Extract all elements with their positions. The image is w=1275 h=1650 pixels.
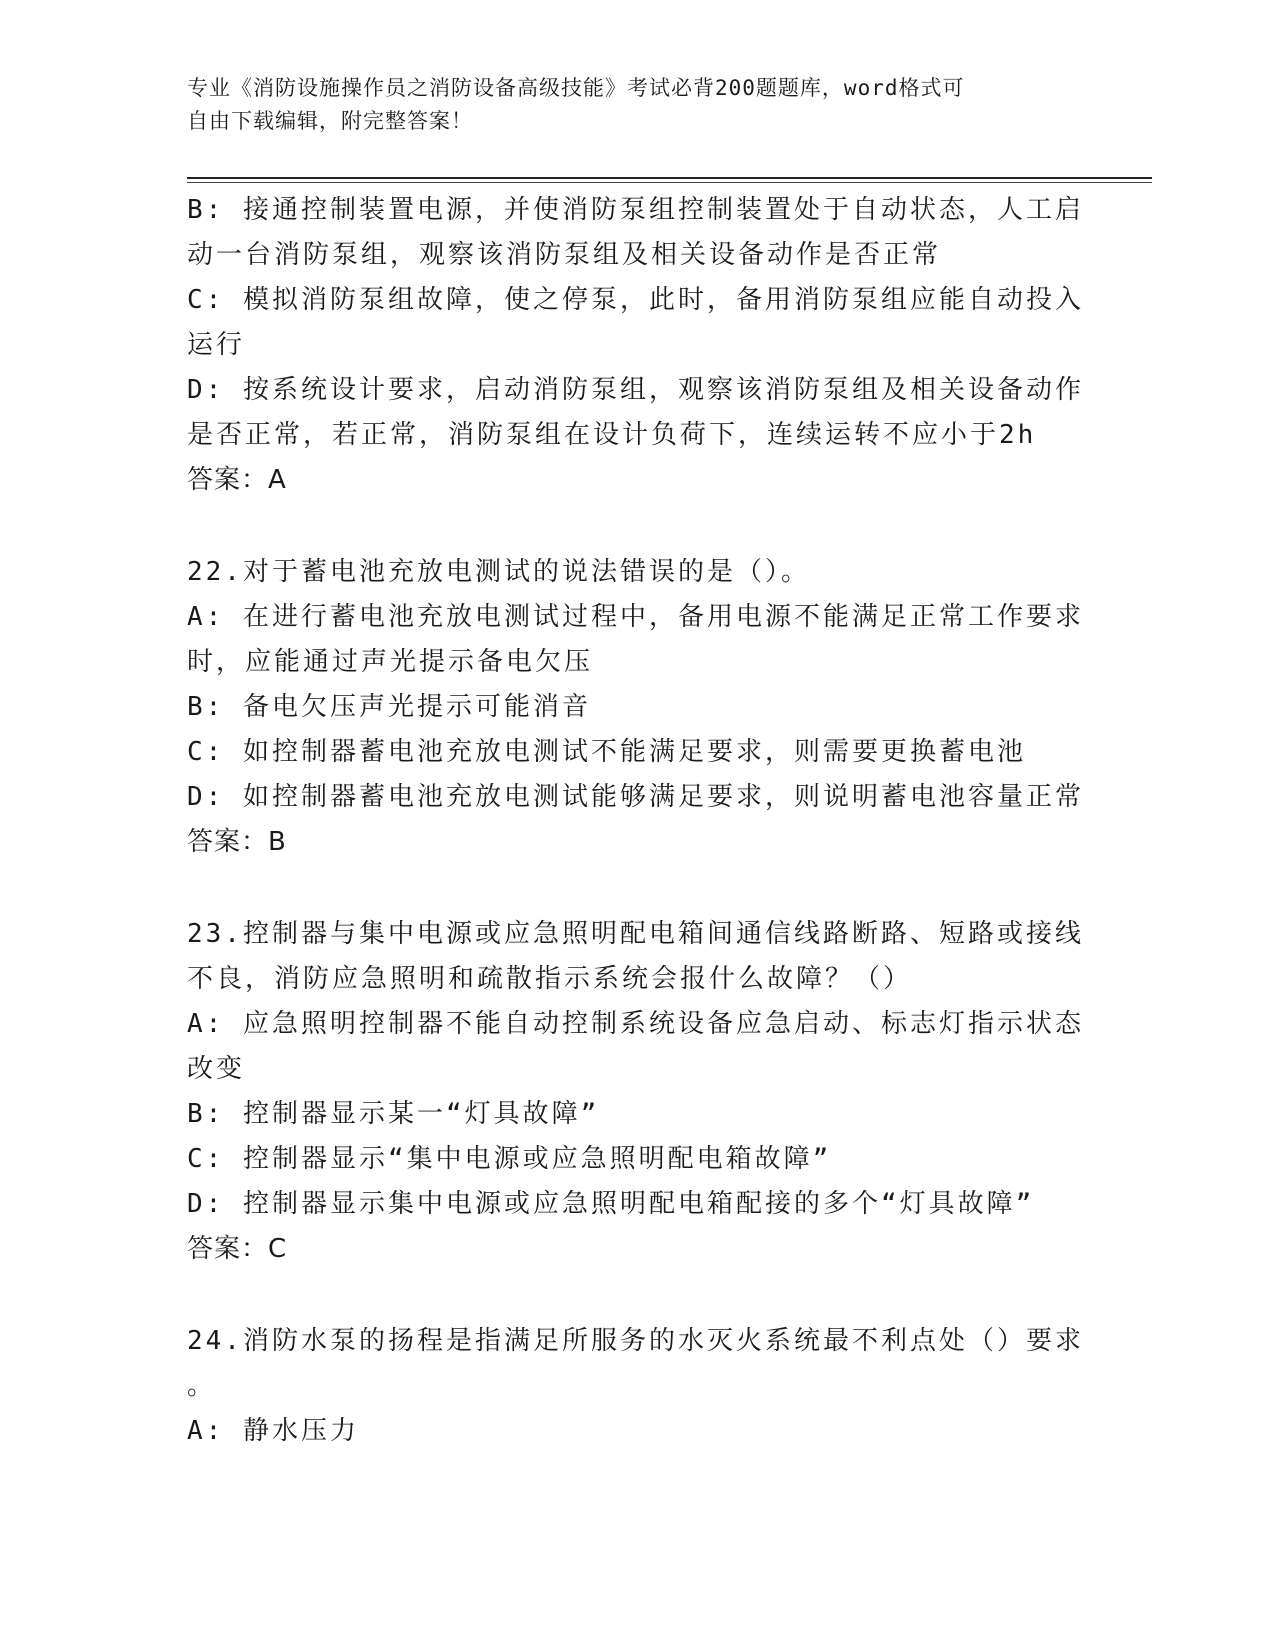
- question-22: [187, 550, 1084, 865]
- question-24: [187, 1319, 1084, 1454]
- q23-option-a-line-1: A: 应急照明控制器不能自动控制系统设备应急启动、标志灯指示状态: [187, 1009, 1084, 1039]
- q24-question-line-2: 。: [187, 1371, 217, 1401]
- q23-question-line-2: 不良，消防应急照明和疏散指示系统会报什么故障？（）: [187, 964, 913, 994]
- header-divider-thick: [187, 177, 1152, 179]
- q21-option-c-line-1: C: 模拟消防泵组故障，使之停泵，此时，备用消防泵组应能自动投入: [187, 285, 1084, 315]
- q23-option-b: B: 控制器显示某一“灯具故障”: [187, 1099, 600, 1129]
- q22-option-b: B: 备电欠压声光提示可能消音: [187, 692, 591, 722]
- q21-answer: 答案：A: [187, 465, 287, 495]
- q22-option-a-line-1: A: 在进行蓄电池充放电测试过程中，备用电源不能满足正常工作要求: [187, 602, 1084, 632]
- header-title-line-1: 专业《消防设施操作员之消防设备高级技能》考试必背200题题库，word格式可: [187, 76, 965, 100]
- q23-option-c: C: 控制器显示“集中电源或应急照明配电箱故障”: [187, 1144, 832, 1174]
- q22-answer: 答案：B: [187, 827, 287, 857]
- q23-option-d: D: 控制器显示集中电源或应急照明配电箱配接的多个“灯具故障”: [187, 1189, 1035, 1219]
- q21-option-d-line-2: 是否正常，若正常，消防泵组在设计负荷下，连续运转不应小于2h: [187, 420, 1037, 450]
- header-divider-thin: [187, 182, 1152, 183]
- q21-option-b-line-2: 动一台消防泵组，观察该消防泵组及相关设备动作是否正常: [187, 240, 942, 270]
- spacer: [187, 865, 1067, 912]
- q22-question: 22.对于蓄电池充放电测试的说法错误的是（）。: [187, 557, 810, 587]
- q24-question-line-1: 24.消防水泵的扬程是指满足所服务的水灭火系统最不利点处（）要求: [187, 1326, 1084, 1356]
- header-title-line-2: 自由下载编辑，附完整答案！: [187, 109, 473, 133]
- question-list: [187, 188, 1084, 1454]
- q22-option-a-line-2: 时，应能通过声光提示备电欠压: [187, 647, 594, 677]
- document-header: [187, 72, 1067, 138]
- q23-question-line-1: 23.控制器与集中电源或应急照明配电箱间通信线路断路、短路或接线: [187, 919, 1084, 949]
- q23-answer: 答案：C: [187, 1234, 288, 1264]
- question-23: [187, 912, 1084, 1272]
- q23-option-a-line-2: 改变: [187, 1054, 246, 1084]
- q22-option-c: C: 如控制器蓄电池充放电测试不能满足要求，则需要更换蓄电池: [187, 737, 1026, 767]
- question-21-tail: [187, 188, 1084, 503]
- spacer: [187, 1272, 1067, 1319]
- q21-option-c-line-2: 运行: [187, 330, 246, 360]
- q21-option-b-line-1: B: 接通控制装置电源，并使消防泵组控制装置处于自动状态，人工启: [187, 195, 1084, 225]
- q22-option-d: D: 如控制器蓄电池充放电测试能够满足要求，则说明蓄电池容量正常: [187, 782, 1084, 812]
- q21-option-d-line-1: D: 按系统设计要求，启动消防泵组，观察该消防泵组及相关设备动作: [187, 375, 1084, 405]
- q24-option-a: A: 静水压力: [187, 1416, 359, 1446]
- spacer: [187, 503, 1067, 550]
